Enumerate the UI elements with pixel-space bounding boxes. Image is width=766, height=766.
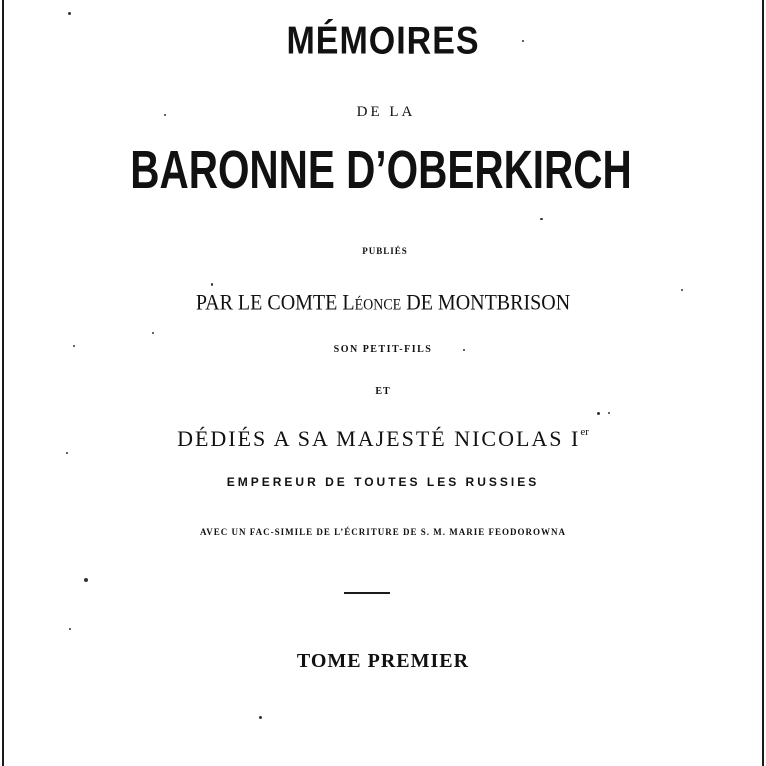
facsimile-note: AVEC UN FAC-SIMILE DE L’ÉCRITURE DE S. M. MARIE FEODOROWNA — [199, 527, 567, 537]
book-title: MÉMOIRES — [286, 19, 480, 63]
scan-speck — [463, 349, 465, 351]
scan-speck — [597, 412, 600, 415]
editor-surname: DE MONTBRISON — [406, 290, 571, 316]
dedication-text: DÉDIÉS A SA MAJESTÉ NICOLAS I — [177, 426, 581, 451]
scan-speck — [84, 578, 88, 582]
scan-speck — [540, 218, 543, 220]
scan-speck — [259, 716, 262, 719]
title-connector: DE LA — [356, 104, 416, 120]
book-subject: BARONNE D’OBERKIRCH — [130, 140, 632, 201]
published-label: PUBLIÉS — [362, 246, 408, 256]
scan-speck — [211, 283, 213, 286]
conjunction: ET — [375, 386, 391, 397]
editor-line — [0, 291, 766, 316]
scan-speck — [66, 452, 68, 454]
dedicatee-title: EMPEREUR DE TOUTES LES RUSSIES — [226, 475, 540, 489]
scan-speck — [68, 12, 71, 15]
dedication-line — [0, 426, 766, 452]
scan-speck — [522, 40, 524, 42]
scan-speck — [164, 114, 166, 116]
editor-first-name: Léonce — [342, 290, 402, 316]
scan-speck — [73, 345, 75, 347]
scan-speck — [681, 289, 683, 291]
scan-speck — [608, 412, 610, 414]
editor-relation: SON PETIT-FILS — [333, 344, 433, 355]
editor-prefix: PAR LE COMTE — [195, 290, 338, 316]
volume-label: TOME PREMIER — [296, 650, 470, 672]
dedication-superscript: er — [580, 426, 589, 438]
divider-rule — [344, 592, 390, 594]
scan-speck — [69, 628, 71, 630]
scan-speck — [152, 332, 154, 334]
